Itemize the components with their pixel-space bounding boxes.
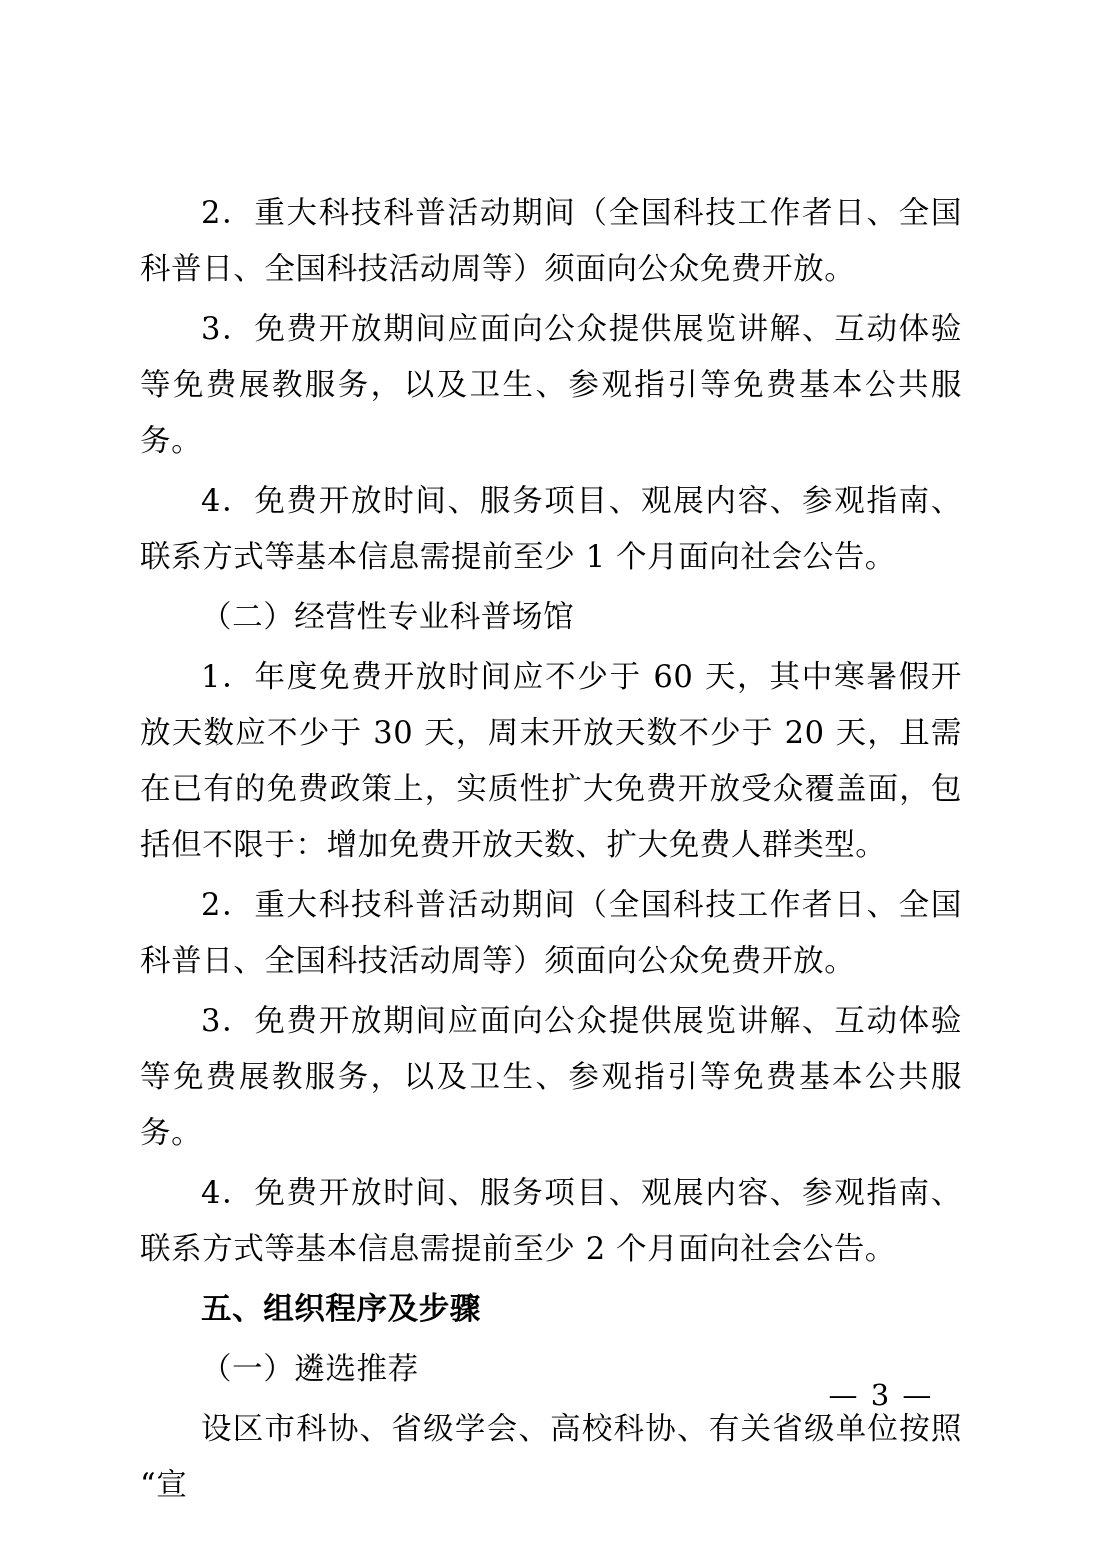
page-number-text: — 3 — bbox=[828, 1378, 934, 1412]
paragraph-item-a4: 4．免费开放时间、服务项目、观展内容、参观指南、联系方式等基本信息需提前至少 1 个月面向社会公告。 bbox=[140, 484, 962, 575]
subheading-selection-recommendation: （一）遴选推荐 bbox=[201, 1352, 419, 1387]
paragraph-item-b3: 3．免费开放期间应面向公众提供展览讲解、互动体验等免费展教服务，以及卫生、参观指引等免费基本公共服务。 bbox=[140, 1004, 962, 1151]
paragraph-item-b2: 2．重大科技科普活动期间（全国科技工作者日、全国科普日、全国科技活动周等）须面向公众免费开放。 bbox=[140, 888, 962, 979]
paragraph-item-b4: 4．免费开放时间、服务项目、观展内容、参观指南、联系方式等基本信息需提前至少 2 个月面向社会公告。 bbox=[140, 1176, 962, 1267]
paragraph-item-b1: 1．年度免费开放时间应不少于 60 天，其中寒暑假开放天数应不少于 30 天，周末开放天数不少于 20 天，且需在已有的免费政策上，实质性扩大免费开放受众覆盖面，包括但不限于：增加免费开放天数、扩大免费人群类型。 bbox=[140, 660, 962, 863]
paragraph-item-a3: 3．免费开放期间应面向公众提供展览讲解、互动体验等免费展教服务，以及卫生、参观指引等免费基本公共服务。 bbox=[140, 312, 962, 459]
paragraph-item-a2: 2．重大科技科普活动期间（全国科技工作者日、全国科普日、全国科技活动周等）须面向公众免费开放。 bbox=[140, 196, 962, 287]
paragraph-selection-body: 设区市科协、省级学会、高校科协、有关省级单位按照“宣 bbox=[140, 1412, 962, 1503]
section-heading-five: 五、组织程序及步骤 bbox=[201, 1292, 481, 1327]
document-body bbox=[140, 186, 962, 1518]
subheading-operational-venues: （二）经营性专业科普场馆 bbox=[201, 600, 575, 635]
page-number bbox=[0, 1378, 1102, 1412]
